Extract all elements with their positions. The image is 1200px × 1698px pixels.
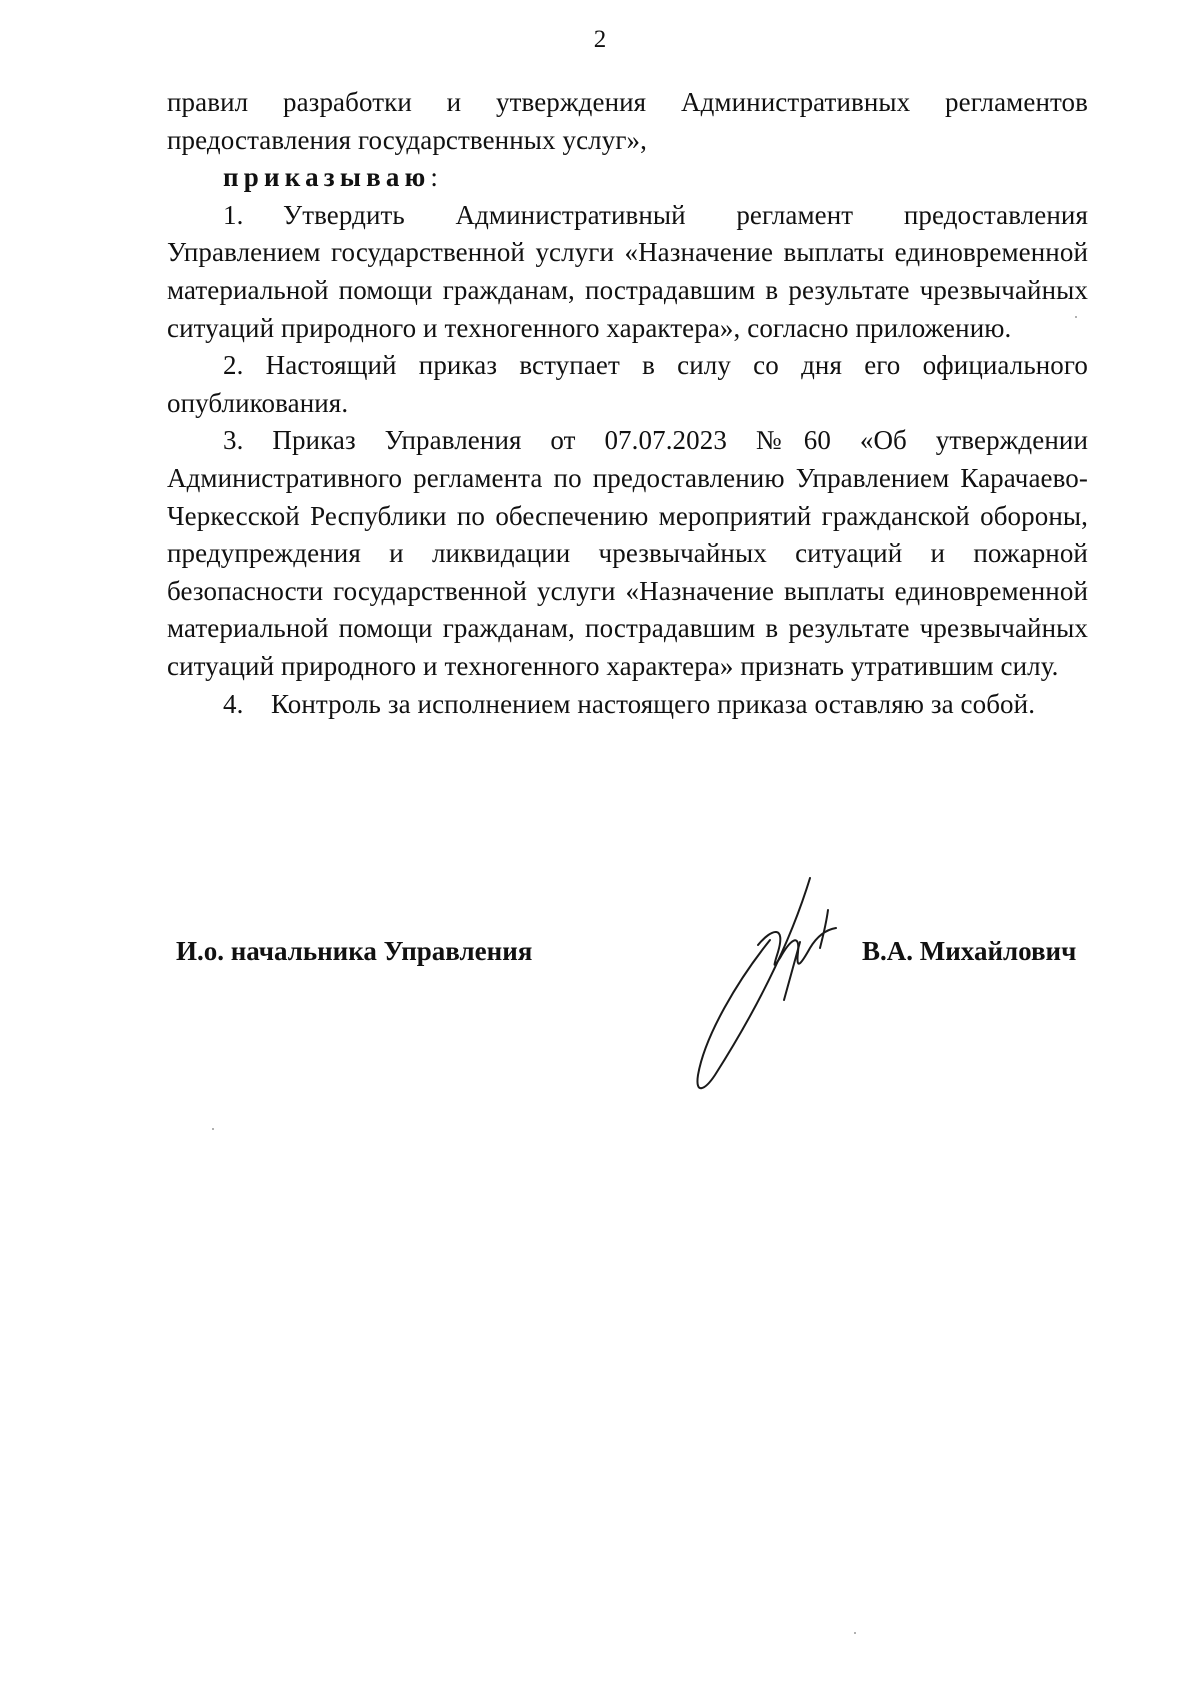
decree-colon: : <box>430 162 439 193</box>
scan-speck <box>1075 316 1077 318</box>
item-3-text: Приказ Управления от 07.07.2023 №60 «Об утверждении Административного регламента по предоставлению Управлением Карачаево-Черкесской Республики по обеспечению мероприятий гражданской обороны, предупреждения и ликвидации чрезвычайных ситуаций и пожарной безопасности государственной услуги «Назначение выплаты единовременной материальной помощи гражданам, пострадавшим в результате чрезвычайных ситуаций природного и техногенного характера» признать утратившим силу. <box>167 425 1088 681</box>
item-4-text: Контроль за исполнением настоящего приказа оставляю за собой. <box>271 688 1036 719</box>
item-4 <box>167 686 1088 724</box>
signatory-name: В.А. Михайлович <box>862 936 1077 966</box>
decree-word: приказываю <box>223 162 431 193</box>
item-3 <box>167 422 1088 685</box>
item-1-text: Утвердить Административный регламент предоставления Управлением государственной услуги «Назначение выплаты единовременной материальной помощи гражданам, пострадавшим в результате чрезвычайных ситуаций природного и техногенного характера», согласно приложению. <box>167 199 1088 343</box>
decree-line <box>167 159 1088 197</box>
signatory-title: И.о. начальника Управления <box>176 936 533 966</box>
item-1-number: 1. <box>223 199 244 230</box>
document-body <box>167 84 1088 723</box>
page-number: 2 <box>593 26 607 53</box>
item-1 <box>167 197 1088 347</box>
intro-line-2: предоставления государственных услуг», <box>167 124 647 155</box>
item-3-number: 3. <box>223 425 244 456</box>
item-4-number: 4. <box>223 688 244 719</box>
scan-speck <box>854 1632 856 1634</box>
item-2 <box>167 347 1088 422</box>
intro-line-1: правил разработки и утверждения Административных регламентов <box>167 87 1088 117</box>
intro-paragraph <box>167 84 1088 159</box>
item-2-number: 2. <box>223 350 244 381</box>
scan-speck <box>212 1128 214 1130</box>
item-2-text: Настоящий приказ вступает в силу со дня его официального опубликования. <box>167 350 1088 418</box>
handwritten-signature <box>660 870 860 1100</box>
